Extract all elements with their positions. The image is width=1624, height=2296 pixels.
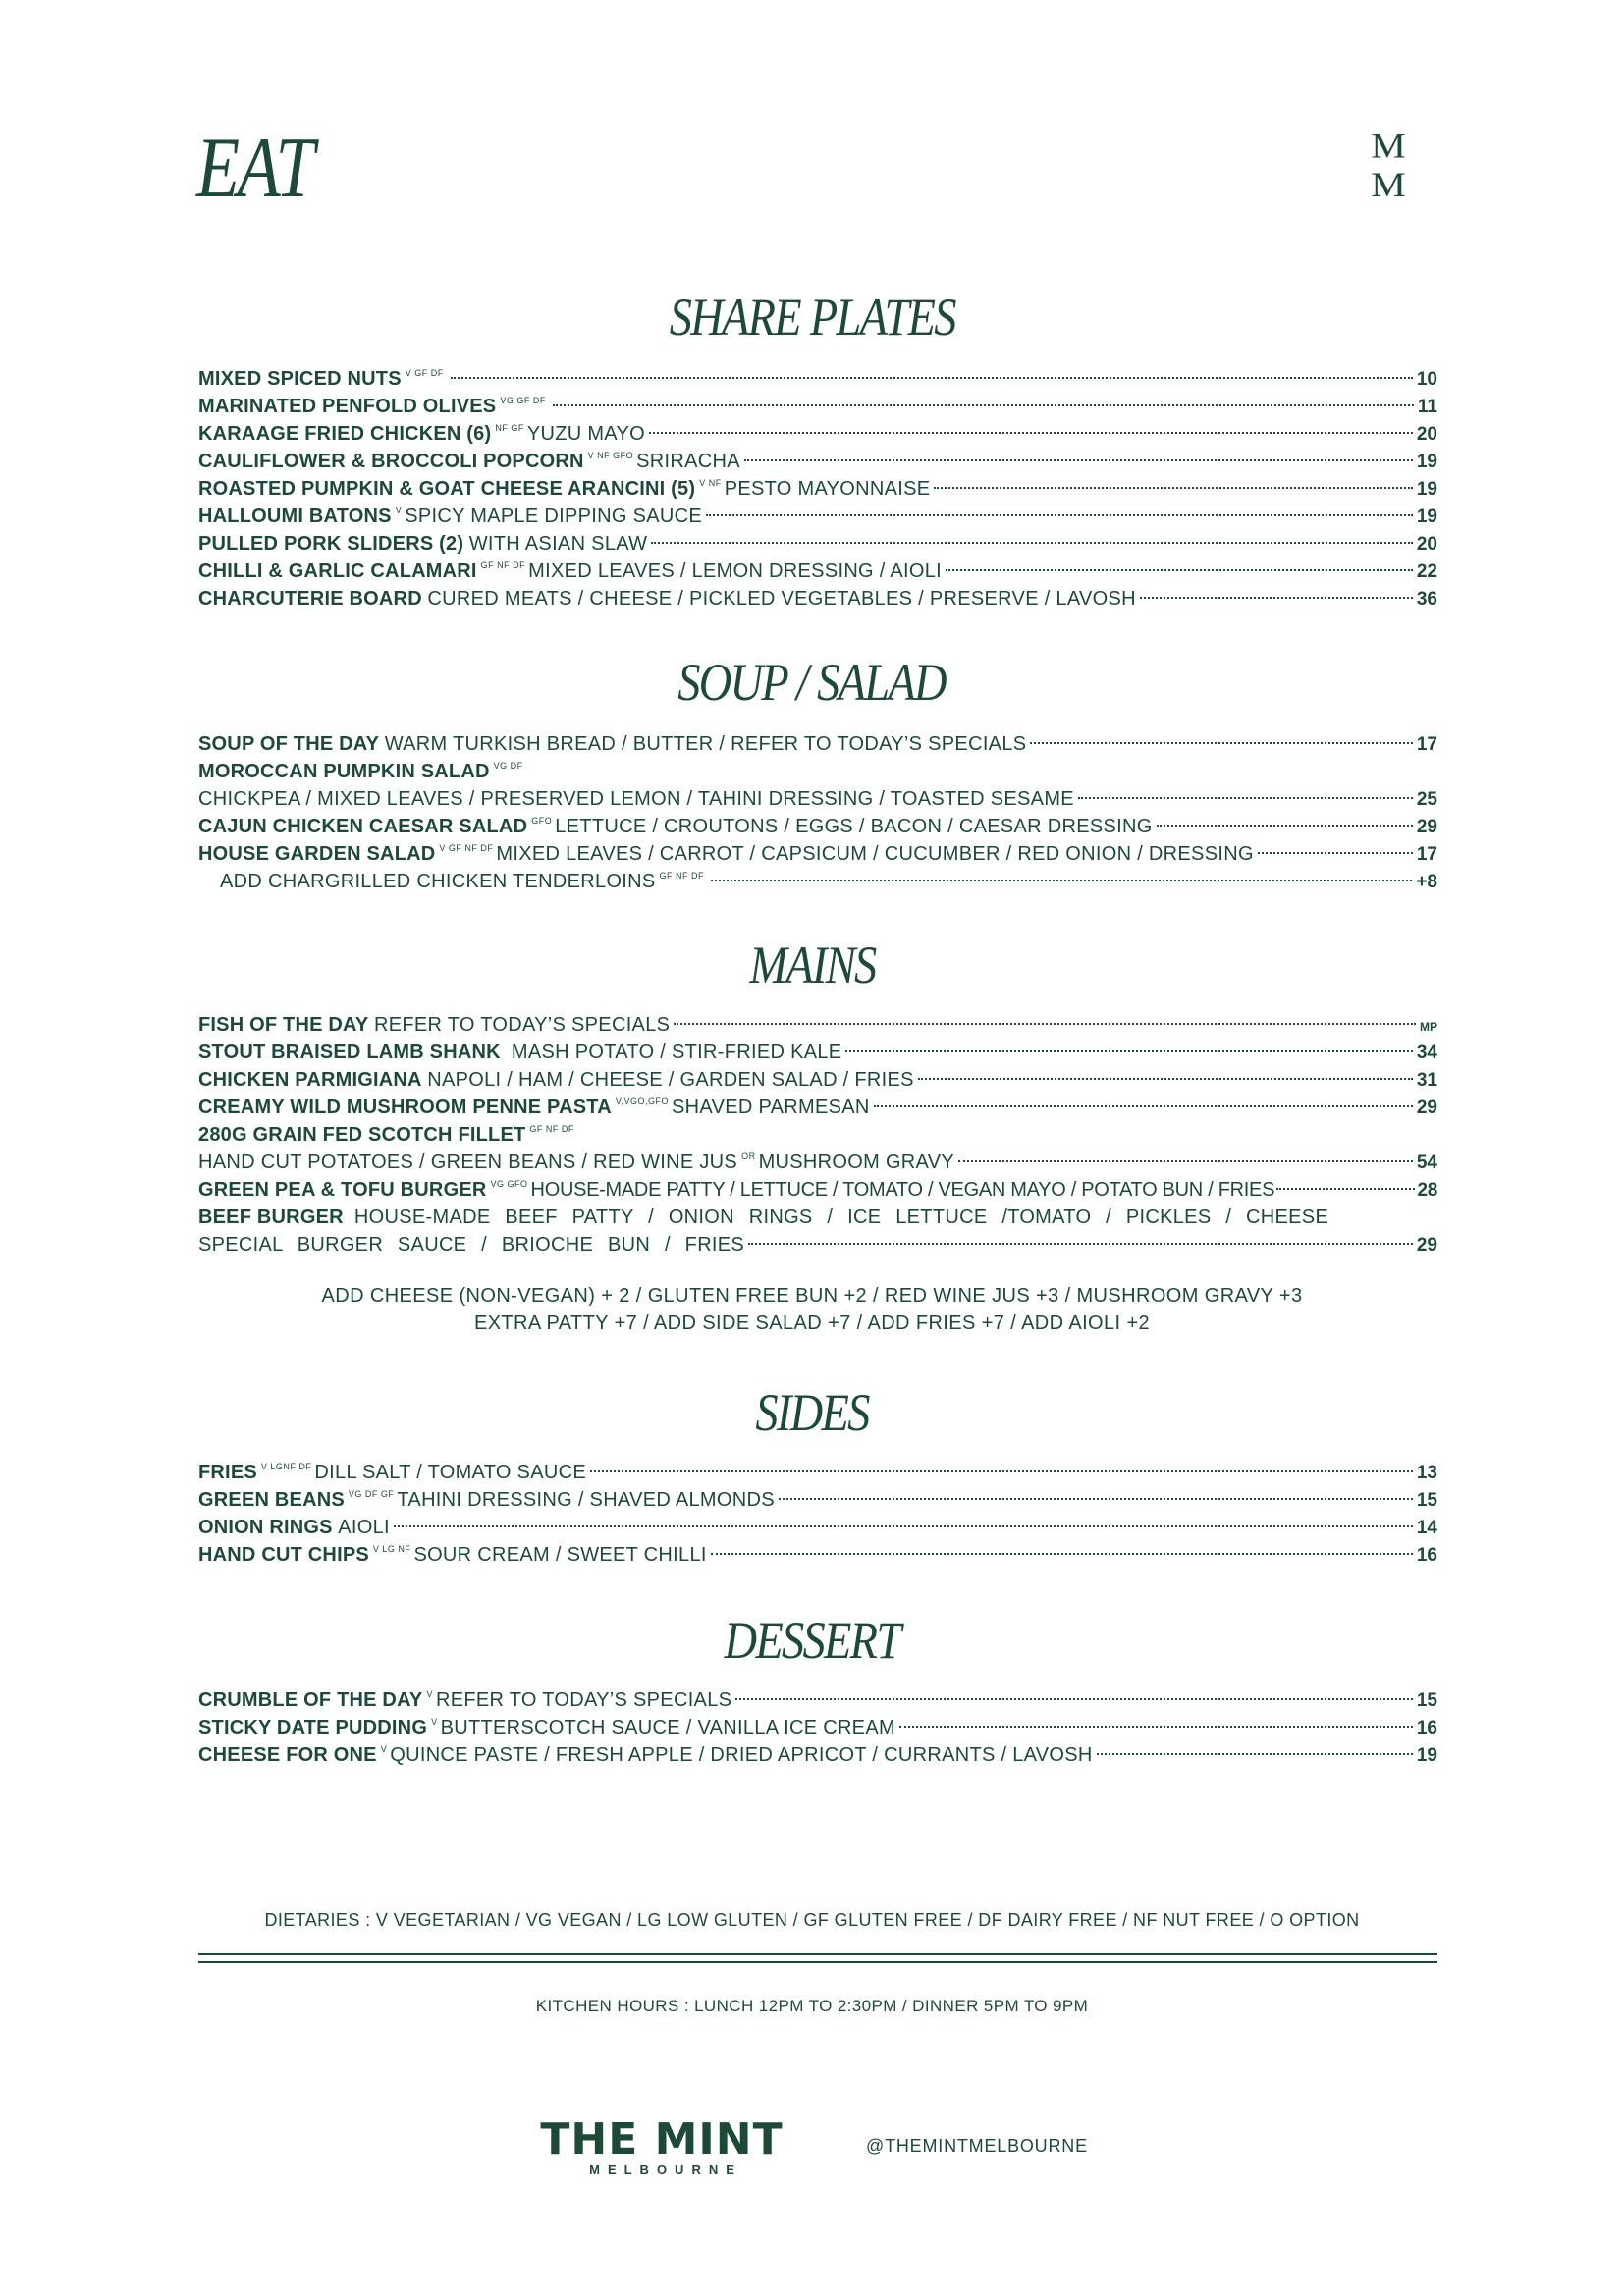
section-title-sides: SIDES [755, 1383, 869, 1442]
mint-monogram-logo [1367, 126, 1410, 200]
soup-salad-list [198, 730, 1437, 895]
mains-list [198, 1011, 1437, 1258]
menu-item: KARAAGE FRIED CHICKEN (6) NF GF YUZU MAYO 20 [198, 423, 1437, 445]
menu-item: FRIES V LGNF DF DILL SALT / TOMATO SAUCE 13 [198, 1462, 1437, 1483]
menu-item: GREEN BEANS VG DF GF TAHINI DRESSING / SHAVED ALMONDS 15 [198, 1489, 1437, 1511]
social-handle: @THEMINTMELBOURNE [866, 2136, 1088, 2156]
menu-item: 280G GRAIN FED SCOTCH FILLET GF NF DF [198, 1124, 574, 1146]
svg-text:M: M [1371, 127, 1406, 166]
menu-item: CREAMY WILD MUSHROOM PENNE PASTA V,VGO,GFO SHAVED PARMESAN 29 [198, 1096, 1437, 1118]
menu-item-detail: CHICKPEA / MIXED LEAVES / PRESERVED LEMON / TAHINI DRESSING / TOASTED SESAME 25 [198, 788, 1437, 810]
addons-line: EXTRA PATTY +7 / ADD SIDE SALAD +7 / ADD FRIES +7 / ADD AIOLI +2 [473, 1312, 1151, 1334]
menu-item: CRUMBLE OF THE DAY V REFER TO TODAY’S SPECIALS 15 [198, 1689, 1437, 1711]
addons-line: ADD CHEESE (NON-VEGAN) + 2 / GLUTEN FREE BUN +2 / RED WINE JUS +3 / MUSHROOM GRAVY +3 [321, 1285, 1303, 1307]
svg-text:M: M [1371, 165, 1406, 200]
menu-item: CAULIFLOWER & BROCCOLI POPCORN V NF GFO SRIRACHA 19 [198, 451, 1437, 472]
menu-item: STOUT BRAISED LAMB SHANK MASH POTATO / STIR-FRIED KALE 34 [198, 1041, 1437, 1063]
divider [198, 1953, 1437, 1955]
menu-item: HOUSE GARDEN SALAD V GF NF DF MIXED LEAVES / CARROT / CAPSICUM / CUCUMBER / RED ONION / DRESSING 17 [198, 843, 1437, 865]
menu-item-detail: HAND CUT POTATOES / GREEN BEANS / RED WINE JUS OR MUSHROOM GRAVY 54 [198, 1151, 1437, 1173]
menu-item: CHILLI & GARLIC CALAMARI GF NF DF MIXED LEAVES / LEMON DRESSING / AIOLI 22 [198, 561, 1437, 582]
menu-item: HALLOUMI BATONS V SPICY MAPLE DIPPING SAUCE 19 [198, 506, 1437, 527]
menu-item: ONION RINGS AIOLI 14 [198, 1517, 1437, 1538]
kitchen-hours: KITCHEN HOURS : LUNCH 12PM TO 2:30PM / DINNER 5PM TO 9PM [535, 1997, 1089, 2015]
section-title-dessert: DESSERT [724, 1611, 900, 1670]
menu-item: SOUP OF THE DAY WARM TURKISH BREAD / BUTTER / REFER TO TODAY’S SPECIALS 17 [198, 733, 1437, 755]
brand-subtitle: MELBOURNE [589, 2163, 742, 2177]
menu-item: FISH OF THE DAY REFER TO TODAY’S SPECIALS MP [198, 1014, 1437, 1036]
brand-name: THE MINT [540, 2114, 784, 2164]
section-title-soup-salad: SOUP / SALAD [677, 653, 947, 712]
share-plates-list [198, 365, 1437, 613]
sides-list [198, 1459, 1437, 1569]
dietaries-legend: DIETARIES : V VEGETARIAN / VG VEGAN / LG LOW GLUTEN / GF GLUTEN FREE / DF DAIRY FREE / NF NUT FREE / O OPTION [264, 1910, 1360, 1930]
menu-item: BEEF BURGER HOUSE-MADE BEEF PATTY / ONION RINGS / ICE LETTUCE /TOMATO / PICKLES / CHEESE [198, 1206, 1329, 1228]
menu-item: ROASTED PUMPKIN & GOAT CHEESE ARANCINI (5) V NF PESTO MAYONNAISE 19 [198, 478, 1437, 500]
page-title: EAT [196, 121, 313, 216]
menu-item: CHARCUTERIE BOARD CURED MEATS / CHEESE / PICKLED VEGETABLES / PRESERVE / LAVOSH 36 [198, 588, 1437, 610]
menu-item: STICKY DATE PUDDING V BUTTERSCOTCH SAUCE / VANILLA ICE CREAM 16 [198, 1717, 1437, 1738]
menu-item: PULLED PORK SLIDERS (2) WITH ASIAN SLAW 20 [198, 533, 1437, 555]
mains-addons [0, 1282, 1624, 1337]
menu-item: MARINATED PENFOLD OLIVES VG GF DF 11 [198, 396, 1437, 417]
menu-item: HAND CUT CHIPS V LG NF SOUR CREAM / SWEET CHILLI 16 [198, 1544, 1437, 1566]
menu-item: MIXED SPICED NUTS V GF DF 10 [198, 368, 1437, 390]
menu-item-addon: ADD CHARGRILLED CHICKEN TENDERLOINS GF NF DF +8 [220, 871, 1437, 892]
menu-item-detail: SPECIAL BURGER SAUCE / BRIOCHE BUN / FRIES 29 [198, 1234, 1437, 1255]
section-title-share-plates: SHARE PLATES [669, 288, 955, 347]
brand-logo [538, 2114, 785, 2179]
menu-item: GREEN PEA & TOFU BURGER VG GFO HOUSE-MADE PATTY / LETTUCE / TOMATO / VEGAN MAYO / POTATO BUN / FRIES 28 [198, 1179, 1437, 1201]
menu-item: CHEESE FOR ONE V QUINCE PASTE / FRESH APPLE / DRIED APRICOT / CURRANTS / LAVOSH 19 [198, 1744, 1437, 1766]
menu-item: CAJUN CHICKEN CAESAR SALAD GFO LETTUCE / CROUTONS / EGGS / BACON / CAESAR DRESSING 29 [198, 816, 1437, 837]
section-title-mains: MAINS [748, 935, 876, 994]
divider [198, 1961, 1437, 1963]
menu-item: CHICKEN PARMIGIANA NAPOLI / HAM / CHEESE / GARDEN SALAD / FRIES 31 [198, 1069, 1437, 1091]
menu-item: MOROCCAN PUMPKIN SALAD VG DF [198, 761, 523, 782]
dessert-list [198, 1686, 1437, 1769]
